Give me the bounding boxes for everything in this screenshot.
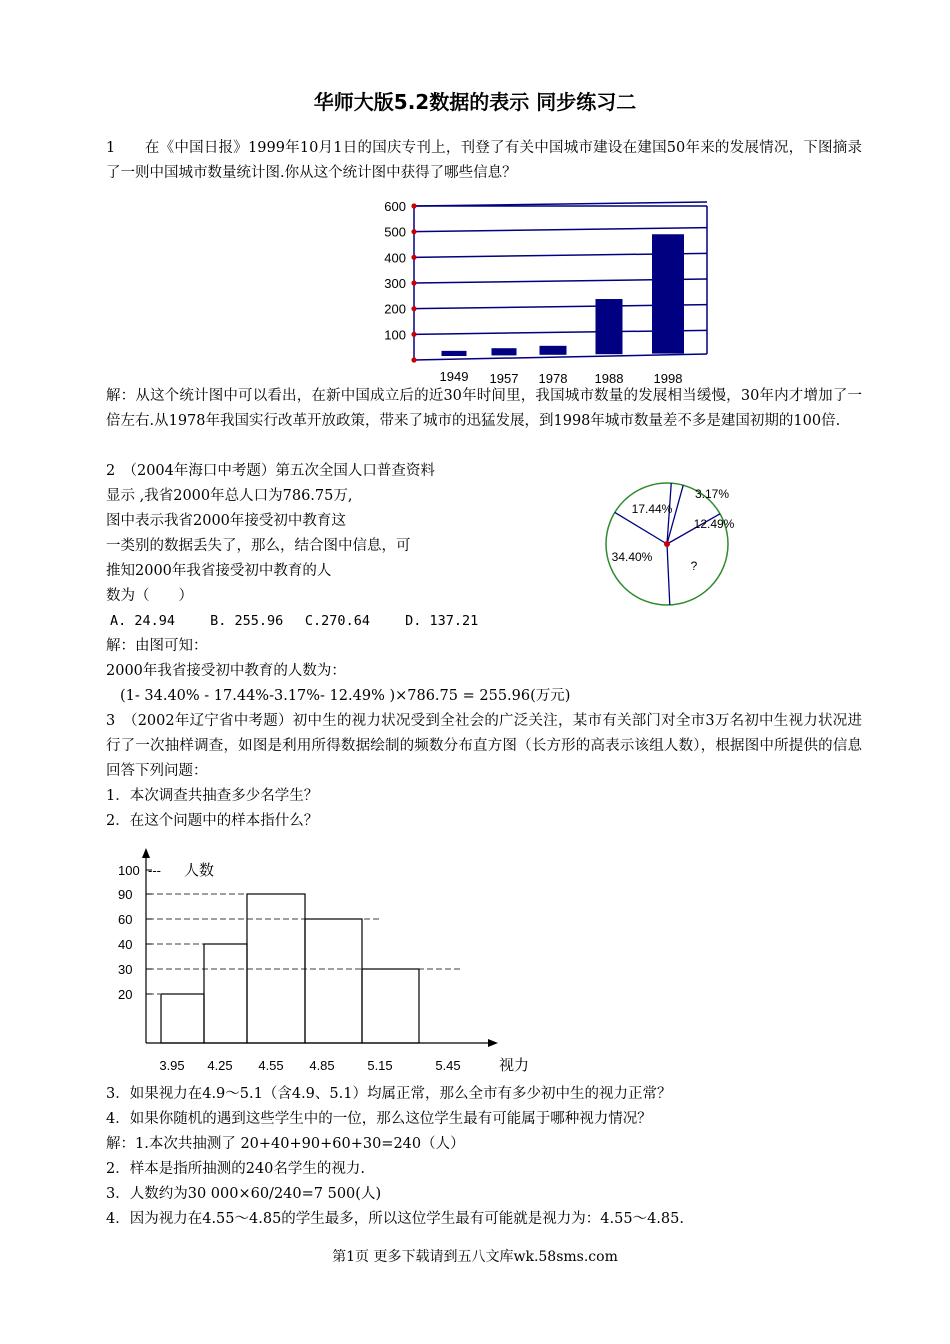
- y-tick-label: 60: [118, 912, 133, 927]
- y-tick-label: 100: [118, 863, 140, 878]
- x-tick-label: 1957: [489, 371, 519, 386]
- y-tick-label: 400: [384, 250, 406, 266]
- histogram-bar: [362, 969, 419, 1043]
- q3-answer-1: 解：1.本次共抽测了 20+40+90+60+30=240（人）: [106, 1136, 465, 1152]
- gridline-marker: [411, 306, 416, 311]
- x-axis-label: 视力: [498, 1057, 530, 1074]
- q2-answer-3: (1- 34.40% - 17.44%-3.17%- 12.49% )×786.75 = 255.96(万元): [120, 688, 571, 704]
- pie-label: 17.44%: [631, 502, 673, 516]
- gridline-marker: [411, 229, 416, 234]
- pie-slice-edge: [615, 512, 667, 544]
- q3-question-1: 1．本次调查共抽查多少名学生？: [106, 788, 319, 804]
- q2-line1: 2 （2004年海口中考题）第五次全国人口普查资料: [106, 463, 435, 479]
- x-tick-label: 1949: [439, 369, 469, 384]
- pie-label: 3.17%: [694, 487, 730, 501]
- y-guide-dashes: ---: [148, 863, 161, 878]
- y-tick-label: 500: [384, 224, 406, 240]
- q3-question-2: 2．在这个问题中的样本指什么？: [106, 813, 319, 829]
- q2-line2: 显示 ,我省2000年总人口为786.75万,: [106, 488, 353, 504]
- origin-marker: [411, 357, 416, 362]
- pie-label: 12.49%: [693, 517, 735, 531]
- q3-answer-3: 3．人数约为30 000×60/240=7 500(人): [106, 1186, 382, 1202]
- population-pie-chart: [596, 476, 742, 612]
- y-tick-label: 600: [384, 199, 406, 214]
- pie-label: 34.40%: [611, 550, 653, 564]
- q3-answer-4: 4．因为视力在4.55～4.85的学生最多，所以这位学生最有可能就是视力为：4.55～4.85.: [106, 1211, 684, 1227]
- page-title: 华师大版5.2数据的表示 同步练习二: [313, 90, 637, 114]
- q3-intro: 3 （2002年辽宁省中考题）初中生的视力状况受到全社会的广泛关注，某市有关部门对全市3万名初中生视力状况进行了一次抽样调查，如图是利用所得数据绘制的频数分布直方图（长方形的高表示该组人数），根据图中所提供的信息回答下列问题：: [106, 713, 862, 779]
- x-tick-label: 4.55: [258, 1058, 284, 1073]
- histogram-bar: [247, 894, 305, 1043]
- x-tick-label: 3.95: [159, 1058, 185, 1073]
- bar: [442, 351, 467, 356]
- vision-histogram: [100, 840, 560, 1080]
- y-axis-label: 人数: [184, 862, 215, 879]
- y-tick-label: 100: [384, 327, 406, 343]
- y-tick-label: 90: [118, 887, 133, 902]
- q2-options: A. 24.94 B. 255.96 C.270.64 D. 137.21: [110, 613, 479, 629]
- q3-answer-2: 2．样本是指所抽测的240名学生的视力.: [106, 1161, 366, 1177]
- x-tick-label: 4.85: [309, 1058, 335, 1073]
- q1-text: 1 在《中国日报》1999年10月1日的国庆专刊上，刊登了有关中国城市建设在建国50年来的发展情况，下图摘录了一则中国城市数量统计图.你从这个统计图中获得了哪些信息？: [106, 140, 862, 181]
- bar: [492, 348, 517, 355]
- histogram-bar: [204, 944, 247, 1043]
- x-tick-label: 5.15: [367, 1058, 393, 1073]
- q3-question-3: 3．如果视力在4.9～5.1（含4.9、5.1）均属正常，那么全市有多少初中生的视力正常？: [106, 1086, 672, 1102]
- y-tick-label: 30: [118, 962, 133, 977]
- city-count-bar-chart: [370, 196, 720, 396]
- histogram-bar: [161, 994, 204, 1043]
- y-tick-label: 20: [118, 987, 133, 1002]
- histogram-bar: [305, 919, 362, 1043]
- q3-question-4: 4．如果你随机的遇到这些学生中的一位，那么这位学生最有可能属于哪种视力情况？: [106, 1111, 652, 1127]
- gridline: [414, 228, 707, 232]
- q2-answer-1: 解：由图可知：: [106, 638, 208, 654]
- y-tick-label: 300: [384, 276, 406, 291]
- bar: [540, 346, 567, 355]
- gridline-marker: [411, 203, 416, 208]
- y-tick-label: 200: [384, 301, 406, 317]
- pie-slice-edge: [667, 544, 670, 605]
- x-tick-label: 5.45: [435, 1058, 461, 1073]
- q2-answer-2: 2000年我省接受初中教育的人数为：: [106, 663, 346, 679]
- pie-center: [664, 541, 670, 547]
- bar: [596, 299, 623, 354]
- x-tick-label: 1978: [538, 371, 568, 386]
- gridline-marker: [411, 332, 416, 337]
- bar: [652, 234, 684, 353]
- pie-label: ?: [690, 559, 698, 573]
- gridline-marker: [411, 280, 416, 285]
- q1-answer: 解：从这个统计图中可以看出，在新中国成立后的近30年时间里，我国城市数量的发展相当缓慢，30年内才增加了一倍左右.从1978年我国实行改革开放政策，带来了城市的迅猛发展，到1998年城市数量差不多是建国初期的100倍.: [106, 388, 862, 429]
- y-tick-label: 40: [118, 937, 133, 952]
- x-tick-label: 4.25: [207, 1058, 233, 1073]
- q2-line5: 推知2000年我省接受初中教育的人: [106, 563, 332, 579]
- x-tick-label: 1988: [594, 371, 624, 386]
- gridline-marker: [411, 255, 416, 260]
- y-axis-arrow: [142, 848, 150, 858]
- x-tick-label: 1998: [653, 371, 683, 386]
- q2-line4: 一类别的数据丢失了，那么，结合图中信息，可: [106, 538, 411, 554]
- page-footer: 第1页 更多下载请到五八文库wk.58sms.com: [332, 1249, 618, 1265]
- q2-line6: 数为（ ）: [106, 588, 193, 604]
- q2-line3: 图中表示我省2000年接受初中教育这: [106, 513, 346, 529]
- x-axis-arrow: [488, 1039, 498, 1047]
